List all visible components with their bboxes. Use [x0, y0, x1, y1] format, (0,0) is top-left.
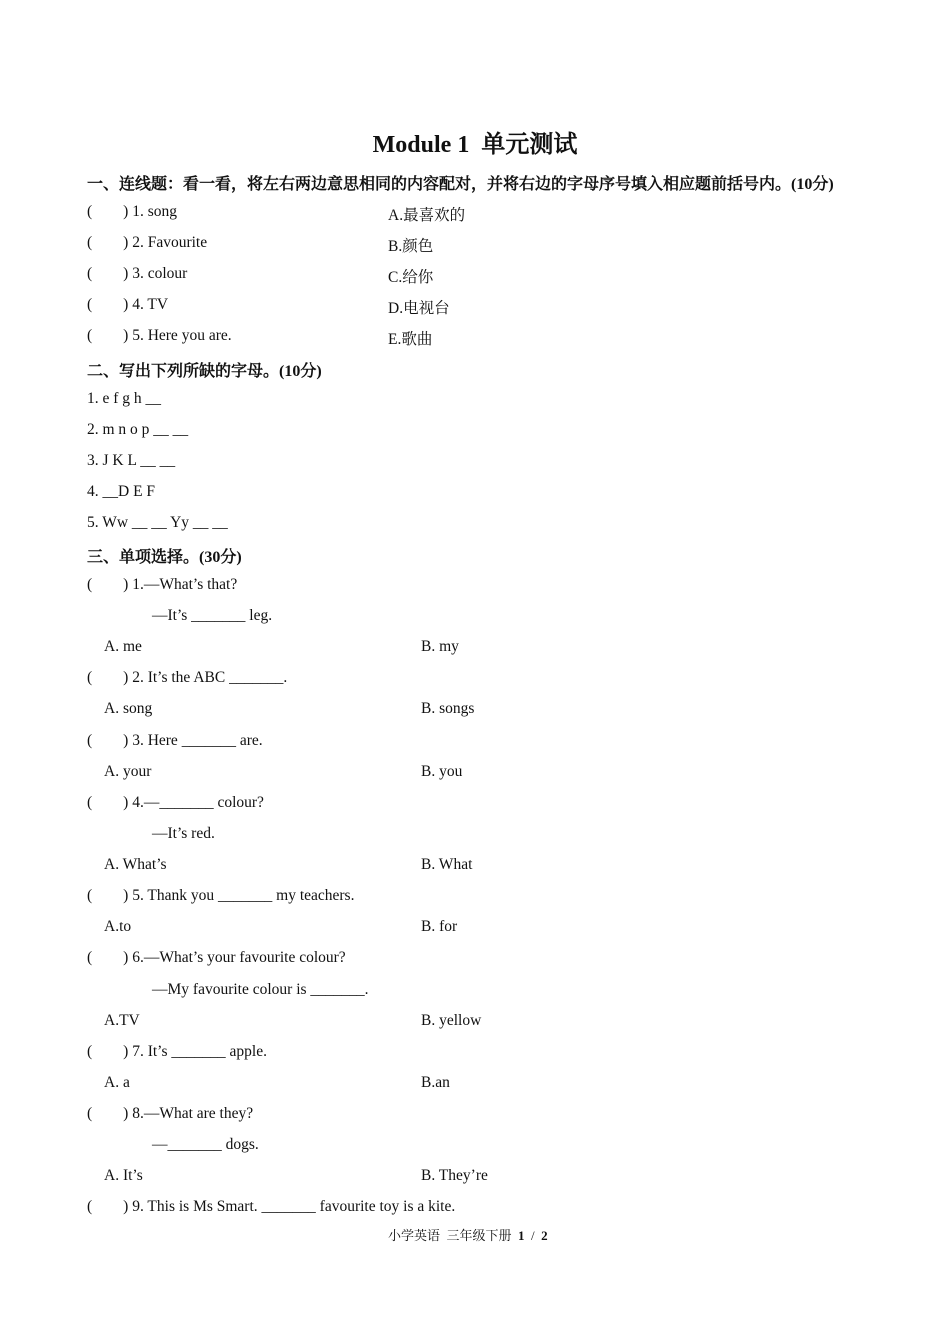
q7-option-a: A. a — [104, 1074, 130, 1091]
q1-option-b: B. my — [421, 638, 459, 655]
q5-stem: ( ) 5. Thank you _______ my teachers. — [87, 887, 355, 904]
q1-stem: ( ) 1.—What’s that? — [87, 576, 238, 593]
q1-option-a: A. me — [104, 638, 142, 655]
q4-reply: —It’s red. — [152, 825, 215, 842]
match-right-2: B.颜色 — [388, 238, 434, 255]
q9-stem: ( ) 9. This is Ms Smart. _______ favourite toy is a kite. — [87, 1198, 456, 1215]
q8-option-b: B. They’re — [421, 1167, 488, 1184]
match-right-3: C.给你 — [388, 269, 434, 286]
page-footer — [388, 1225, 548, 1244]
match-right-4: D.电视台 — [388, 300, 450, 317]
letters-item-5: 5. Ww __ __ Yy __ __ — [87, 514, 228, 531]
q8-stem: ( ) 8.—What are they? — [87, 1105, 254, 1122]
footer-separator: / — [531, 1228, 535, 1243]
q8-reply: —_______ dogs. — [152, 1136, 259, 1153]
footer-page-number: 1 — [518, 1228, 525, 1243]
q6-option-b: B. yellow — [421, 1012, 482, 1029]
match-right-5: E.歌曲 — [388, 331, 433, 348]
q7-stem: ( ) 7. It’s _______ apple. — [87, 1043, 267, 1060]
q1-reply: —It’s _______ leg. — [152, 607, 273, 624]
q3-option-b: B. you — [421, 763, 463, 780]
match-left-5: ( ) 5. Here you are. — [87, 327, 232, 344]
match-right-1: A.最喜欢的 — [388, 207, 466, 224]
q3-option-a: A. your — [104, 763, 152, 780]
page-title: Module 1 单元测试 — [372, 132, 578, 158]
section2-heading: 二、写出下列所缺的字母。(10分) — [87, 363, 322, 380]
letters-item-3: 3. J K L __ __ — [87, 452, 176, 469]
q4-option-b: B. What — [421, 856, 473, 873]
letters-item-1: 1. e f g h __ — [87, 390, 162, 407]
q8-option-a: A. It’s — [104, 1167, 143, 1184]
q6-stem: ( ) 6.—What’s your favourite colour? — [87, 949, 346, 966]
footer-page-total: 2 — [541, 1228, 548, 1243]
letters-item-2: 2. m n o p __ __ — [87, 421, 189, 438]
q7-option-b: B.an — [421, 1074, 450, 1091]
q3-stem: ( ) 3. Here _______ are. — [87, 732, 263, 749]
letters-item-4: 4. __D E F — [87, 483, 156, 500]
match-left-2: ( ) 2. Favourite — [87, 234, 208, 251]
q2-option-a: A. song — [104, 700, 153, 717]
q2-stem: ( ) 2. It’s the ABC _______. — [87, 669, 288, 686]
q2-option-b: B. songs — [421, 700, 475, 717]
q4-option-a: A. What’s — [104, 856, 167, 873]
section3-heading: 三、单项选择。(30分) — [87, 549, 242, 566]
q5-option-b: B. for — [421, 918, 458, 935]
match-left-4: ( ) 4. TV — [87, 296, 169, 313]
match-left-3: ( ) 3. colour — [87, 265, 188, 282]
footer-label: 小学英语 三年级下册 — [388, 1228, 512, 1243]
section1-heading: 一、连线题：看一看，将左右两边意思相同的内容配对，并将右边的字母序号填入相应题前括号内。(10分) — [87, 176, 834, 193]
match-left-1: ( ) 1. song — [87, 203, 177, 220]
q4-stem: ( ) 4.—_______ colour? — [87, 794, 264, 811]
q5-option-a: A.to — [104, 918, 132, 935]
q6-option-a: A.TV — [104, 1012, 140, 1029]
q6-reply: —My favourite colour is _______. — [152, 981, 369, 998]
